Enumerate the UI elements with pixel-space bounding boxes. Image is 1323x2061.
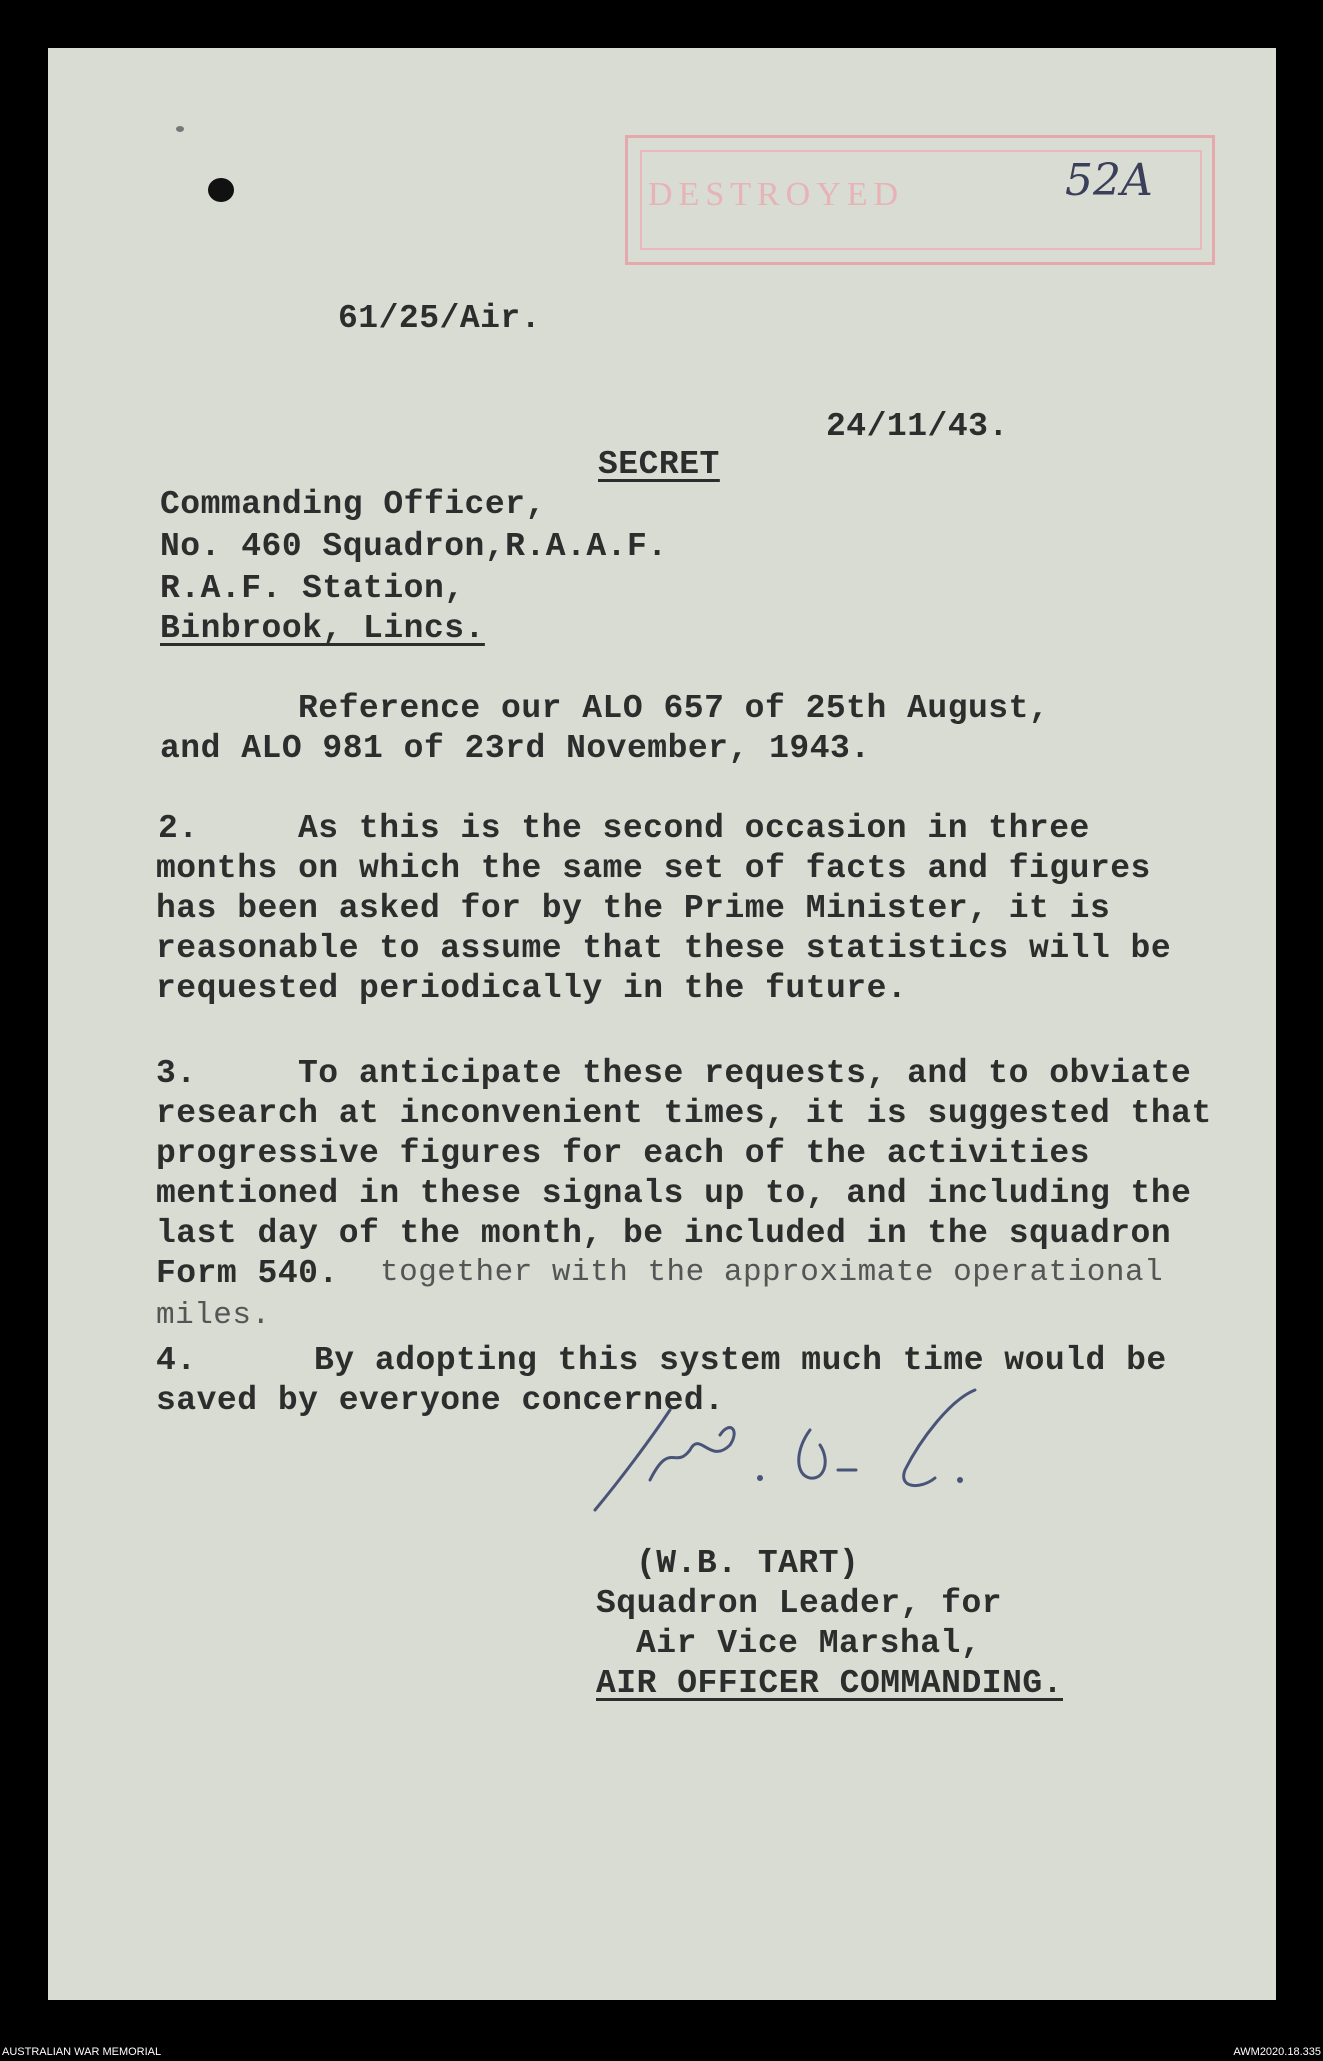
file-reference: 61/25/Air.	[338, 300, 542, 337]
paragraph-line: saved by everyone concerned.	[156, 1382, 725, 1419]
paragraph-line: last day of the month, be included in the squadron	[156, 1215, 1172, 1252]
punch-hole-small	[176, 126, 184, 132]
punch-hole	[208, 178, 234, 202]
added-typescript: together with the approximate operational	[380, 1255, 1164, 1290]
added-typescript: miles.	[156, 1298, 271, 1333]
signatory-office: AIR OFFICER COMMANDING.	[596, 1665, 1063, 1702]
paragraph-line: has been asked for by the Prime Minister, it is	[156, 890, 1111, 927]
paragraph-line: mentioned in these signals up to, and including the	[156, 1175, 1192, 1212]
paragraph-line: By adopting this system much time would be	[314, 1342, 1167, 1379]
footer-credit: AUSTRALIAN WAR MEMORIAL	[2, 2046, 162, 2058]
paragraph-line: reasonable to assume that these statistics will be	[156, 930, 1172, 967]
paragraph-line: To anticipate these requests, and to obviate	[298, 1055, 1192, 1092]
paragraph-line: Reference our ALO 657 of 25th August,	[298, 690, 1050, 727]
folio-number: 52A	[1065, 155, 1153, 206]
document-page	[48, 48, 1276, 2000]
footer-accession: AWM2020.18.335	[1233, 2046, 1321, 2058]
address-line: Commanding Officer,	[160, 486, 546, 523]
signatory-name: (W.B. TART)	[636, 1545, 860, 1582]
signatory-rank: Squadron Leader, for	[596, 1585, 1003, 1622]
handwritten-initials	[580, 1370, 1000, 1530]
document-date: 24/11/43.	[826, 408, 1009, 445]
paragraph-line: progressive figures for each of the activities	[156, 1135, 1090, 1172]
signatory-title: Air Vice Marshal,	[636, 1625, 982, 1662]
paragraph-line: requested periodically in the future.	[156, 970, 908, 1007]
paragraph-number: 4.	[156, 1342, 197, 1379]
address-line: Binbrook, Lincs.	[160, 610, 485, 647]
paragraph-number: 3.	[156, 1055, 197, 1092]
paragraph-line: As this is the second occasion in three	[298, 810, 1090, 847]
paragraph-number: 2.	[158, 810, 199, 847]
paragraph-line: research at inconvenient times, it is suggested that	[156, 1095, 1212, 1132]
paragraph-line: Form 540.	[156, 1255, 339, 1292]
stamp-text: DESTROYED	[648, 176, 905, 213]
classification: SECRET	[598, 446, 720, 483]
paragraph-line: and ALO 981 of 23rd November, 1943.	[160, 730, 871, 767]
address-line: No. 460 Squadron,R.A.A.F.	[160, 528, 668, 565]
paragraph-line: months on which the same set of facts and figures	[156, 850, 1151, 887]
address-line: R.A.F. Station,	[160, 570, 465, 607]
